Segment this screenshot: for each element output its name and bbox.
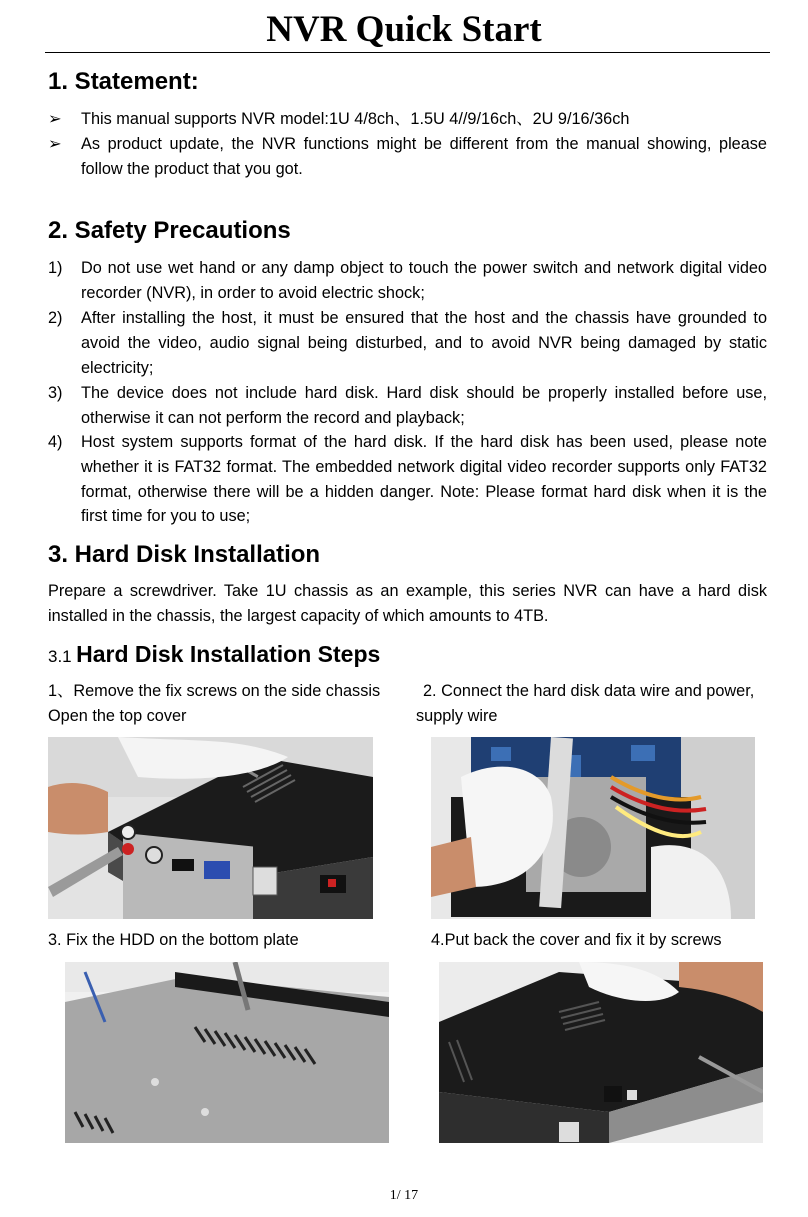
step-1-caption [48, 679, 380, 729]
bullet-arrow-icon: ➢ [48, 110, 62, 128]
statement-bullet-2 [48, 132, 767, 182]
subsection-number: 3.1 [48, 647, 72, 666]
safety-text: Do not use wet hand or any damp object to touch the power switch and network digital video recorder (NVR), in order to avoid electric shock; [81, 259, 767, 302]
page-number: 1/ 17 [389, 1188, 419, 1203]
caption-line: 2. Connect the hard disk data wire and power, [423, 682, 755, 700]
caption-line: 3. Fix the HDD on the bottom plate [48, 931, 299, 949]
bullet-arrow-icon: ➢ [48, 135, 62, 153]
safety-item-3 [48, 381, 767, 431]
list-marker: 3) [48, 384, 63, 402]
document-title: NVR Quick Start [266, 9, 542, 50]
list-marker: 2) [48, 309, 63, 327]
safety-item-2 [48, 306, 767, 380]
safety-item-4 [48, 430, 767, 529]
section-3-heading: 3. Hard Disk Installation [48, 541, 321, 568]
caption-line: 4.Put back the cover and fix it by screws [431, 931, 722, 949]
statement-text: As product update, the NVR functions might be different from the manual showing, please follow the product that you got. [81, 135, 767, 178]
title-divider [45, 52, 770, 53]
statement-text: This manual supports NVR model:1U 4/8ch、1.5U 4//9/16ch、2U 9/16/36ch [81, 110, 630, 128]
section-1-heading: 1. Statement: [48, 68, 199, 95]
subsection-heading [48, 639, 380, 673]
safety-item-1 [48, 256, 767, 306]
safety-text: Host system supports format of the hard disk. If the hard disk has been used, please note whether it is FAT32 format. The embedded network digital video recorder supports only FAT32 format, otherwise there will be a hidden danger. Note: Please format hard disk when it is the first time for you to use; [81, 433, 767, 526]
section-2-heading: 2. Safety Precautions [48, 217, 291, 244]
step-2-caption [416, 679, 754, 729]
photo-remove-screws [48, 737, 373, 919]
step-4-caption [431, 928, 721, 953]
section-3-intro: Prepare a screwdriver. Take 1U chassis as an example, this series NVR can have a hard disk installed in the chassis, the largest capacity of which amounts to 4TB. [48, 582, 767, 625]
safety-text: After installing the host, it must be ensured that the host and the chassis have grounded to avoid the video, audio signal being disturbed, and to avoid NVR being damaged by static electricity; [81, 309, 767, 377]
list-marker: 1) [48, 259, 63, 277]
photo-close-cover [439, 962, 763, 1143]
list-marker: 4) [48, 433, 63, 451]
statement-bullet-1 [48, 107, 767, 132]
caption-line: supply wire [416, 706, 498, 725]
safety-text: The device does not include hard disk. Hard disk should be properly installed before use, otherwise it can not perform the record and playback; [81, 384, 767, 427]
photo-fix-hdd [65, 962, 389, 1143]
subsection-title: Hard Disk Installation Steps [76, 641, 381, 667]
caption-line: 1、Remove the fix screws on the side chassis [48, 682, 381, 700]
caption-line: Open the top cover [48, 706, 187, 725]
photo-connect-wires [431, 737, 755, 919]
step-3-caption [48, 928, 299, 953]
